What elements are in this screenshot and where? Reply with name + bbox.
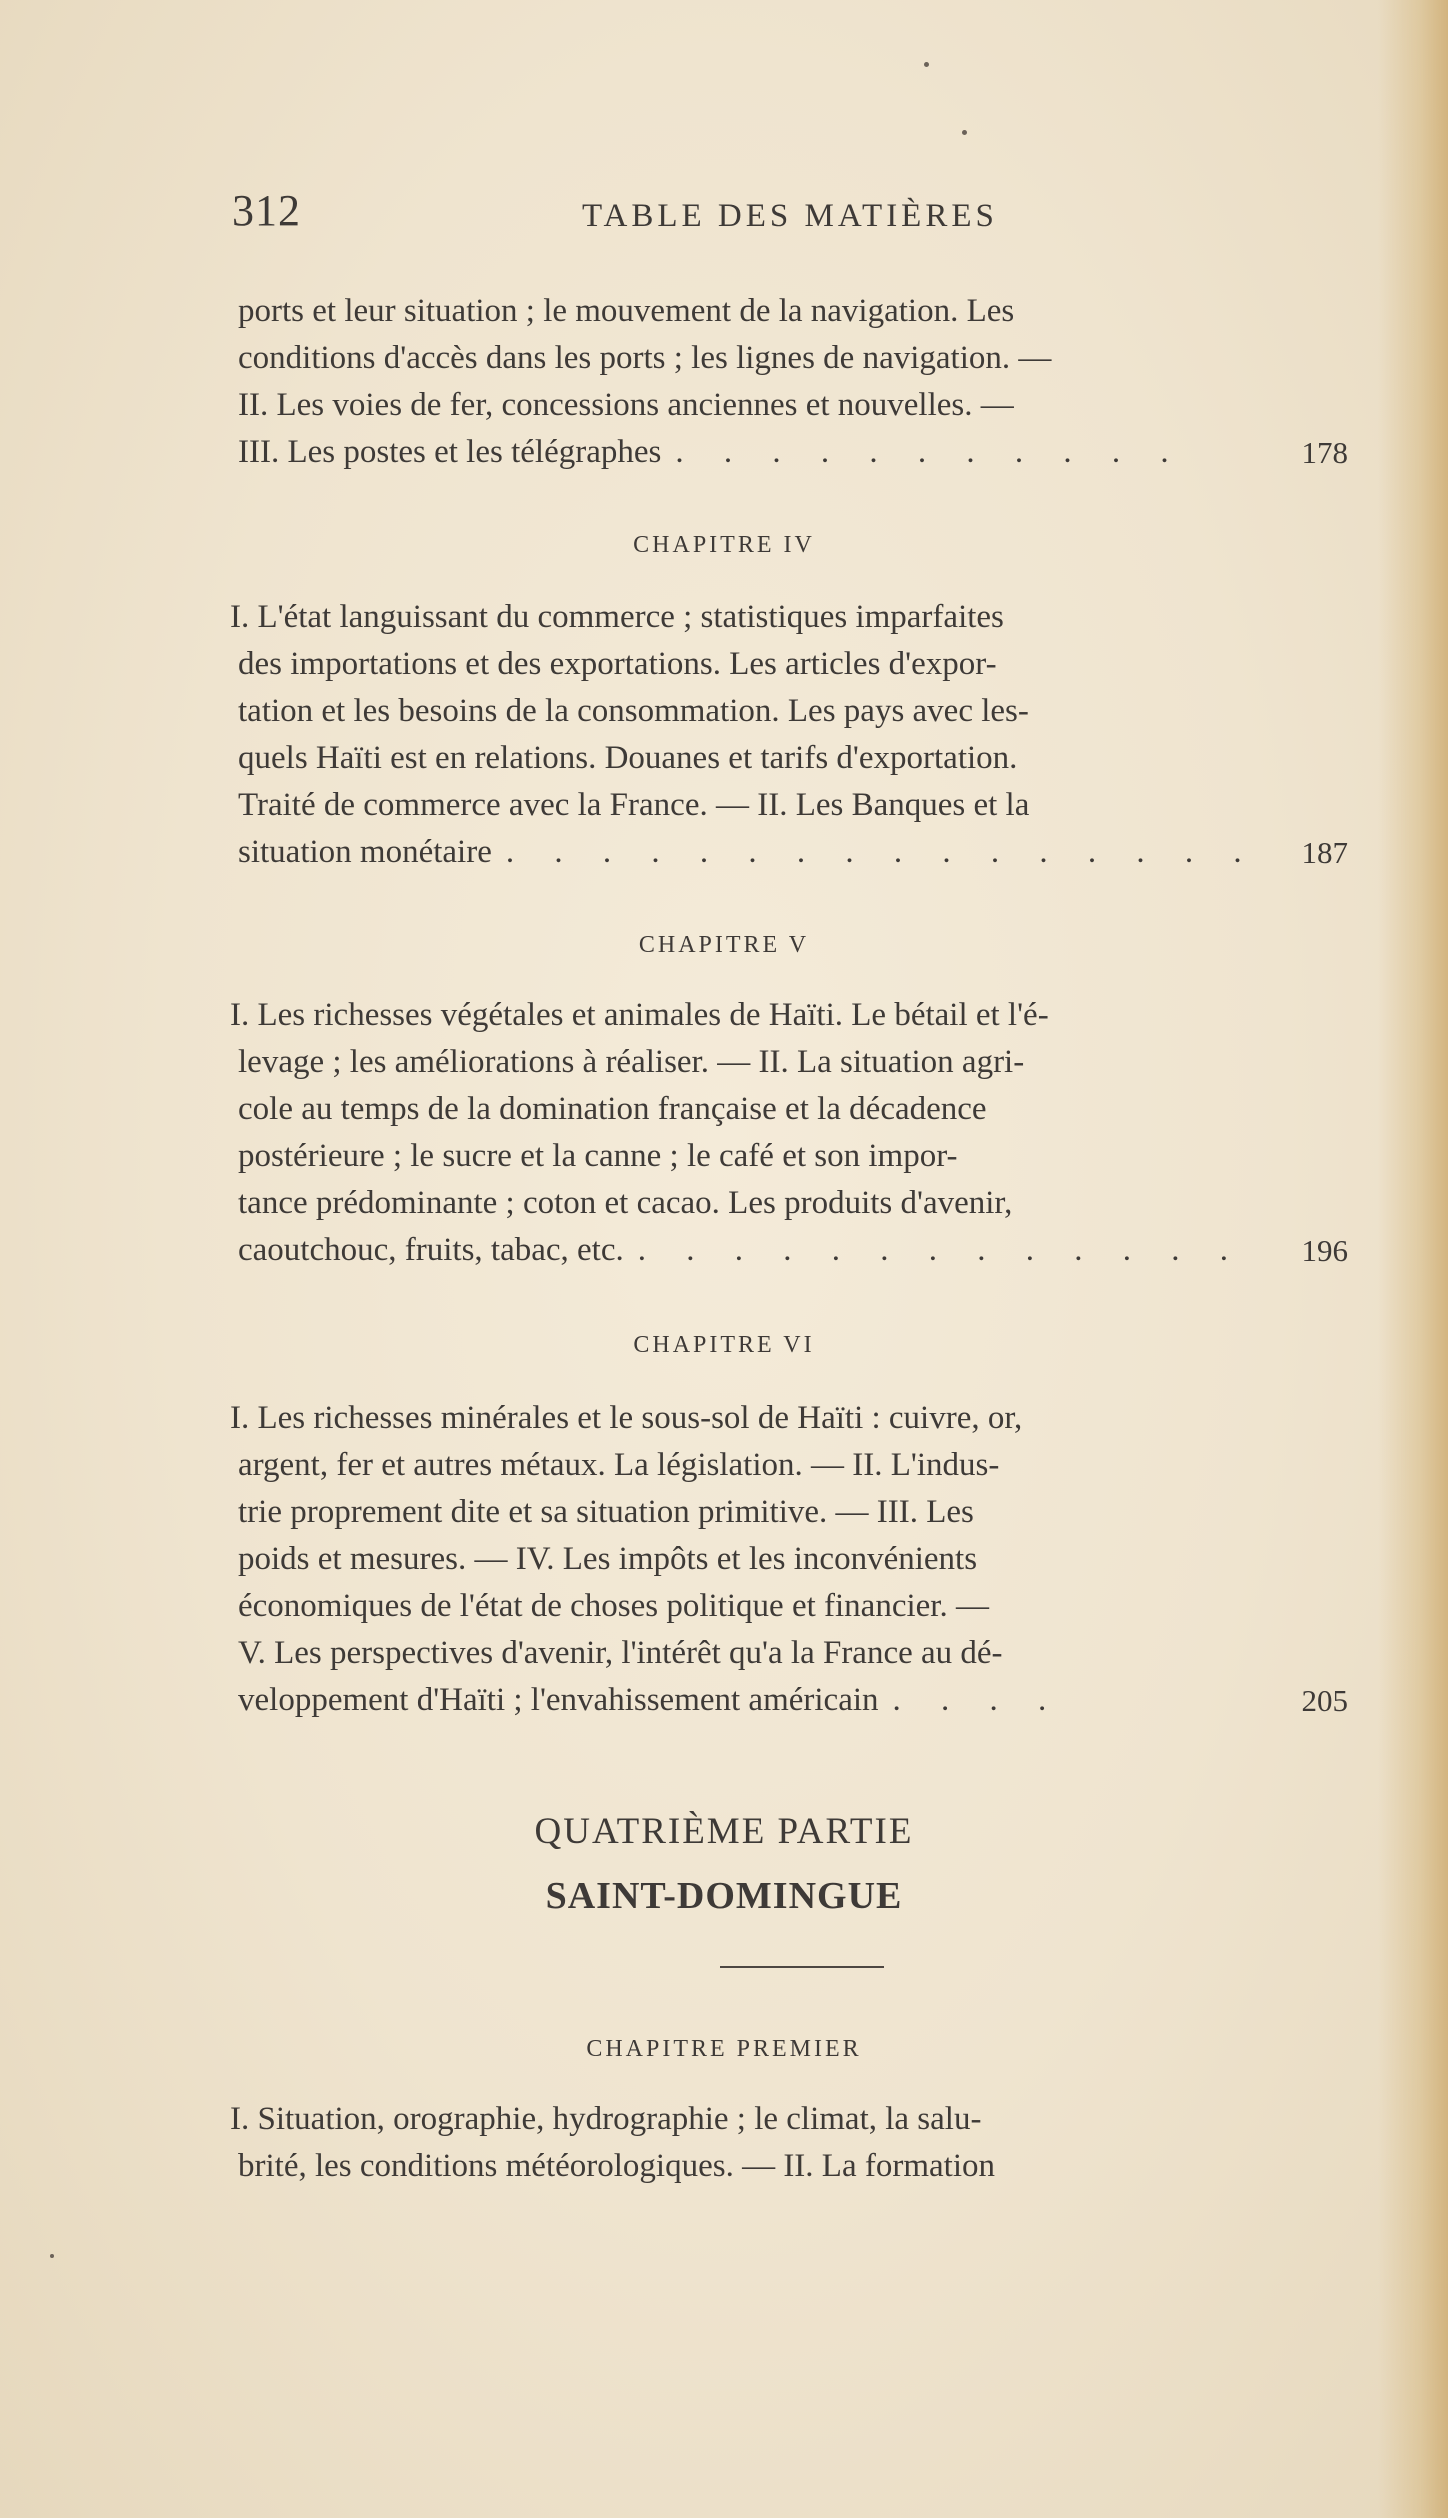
- entry-line: tance prédominante ; coton et cacao. Les produits d'avenir,: [238, 1185, 1013, 1221]
- dot-leaders: . . . . . . . . . . .: [675, 434, 1185, 470]
- page-edge-shadow: [1378, 0, 1448, 2518]
- section-rule: [720, 1966, 884, 1968]
- entry-last-line: situation monétaire . . . . . . . . . . . . . . . . 187: [238, 829, 1328, 876]
- entry-line: des importations et des exportations. Les articles d'expor-: [238, 646, 997, 682]
- entry-last-line: III. Les postes et les télégraphes . . . . . . . . . . . 178: [238, 429, 1328, 476]
- chapter-heading: CHAPITRE PREMIER: [586, 2036, 862, 2062]
- running-head: TABLE DES MATIÈRES: [582, 198, 998, 234]
- toc-entry: [238, 288, 1348, 476]
- entry-line: Traité de commerce avec la France. — II. Les Banques et la: [238, 787, 1030, 823]
- entry-line: économiques de l'état de choses politique et financier. —: [238, 1588, 989, 1624]
- entry-line: ports et leur situation ; le mouvement de la navigation. Les: [238, 293, 1015, 329]
- entry-line: brité, les conditions météorologiques. — II. La formation: [238, 2148, 995, 2184]
- paper-speck: [924, 62, 929, 67]
- entry-line: postérieure ; le sucre et la canne ; le café et son impor-: [238, 1138, 958, 1174]
- entry-line: quels Haïti est en relations. Douanes et tarifs d'exportation.: [238, 740, 1018, 776]
- entry-line: tation et les besoins de la consommation. Les pays avec les-: [238, 693, 1029, 729]
- chapter-heading: CHAPITRE V: [638, 932, 810, 958]
- part-subtitle: SAINT-DOMINGUE: [545, 1875, 903, 1917]
- toc-entry: [230, 992, 1348, 1274]
- entry-line: I. Situation, orographie, hydrographie ; le climat, la salu-: [230, 2101, 982, 2137]
- entry-line: I. L'état languissant du commerce ; statistiques imparfaites: [230, 599, 1004, 635]
- entry-line: cole au temps de la domination française et la décadence: [238, 1091, 987, 1127]
- entry-line: I. Les richesses minérales et le sous-sol de Haïti : cuivre, or,: [230, 1400, 1023, 1436]
- chapter-heading: CHAPITRE VI: [633, 1332, 815, 1358]
- dot-leaders: . . . . . . . . . . . . .: [637, 1232, 1244, 1268]
- page-reference: 178: [1301, 435, 1348, 470]
- page-reference: 196: [1301, 1233, 1348, 1268]
- entry-last-line: veloppement d'Haïti ; l'envahissement américain . . . . 205: [238, 1677, 1328, 1724]
- page-reference: 187: [1301, 835, 1348, 870]
- page-reference: 205: [1301, 1683, 1348, 1718]
- paper-speck: [962, 130, 967, 135]
- chapter-heading: CHAPITRE IV: [633, 532, 815, 558]
- entry-line: argent, fer et autres métaux. La législation. — II. L'indus-: [238, 1447, 1000, 1483]
- page-number: 312: [232, 186, 301, 235]
- entry-line: levage ; les améliorations à réaliser. — II. La situation agri-: [238, 1044, 1025, 1080]
- toc-entry: [230, 2096, 1328, 2190]
- entry-line: trie proprement dite et sa situation primitive. — III. Les: [238, 1494, 974, 1530]
- dot-leaders: . . . .: [892, 1682, 1063, 1718]
- dot-leaders: . . . . . . . . . . . . . . . .: [505, 834, 1258, 870]
- toc-entry: [230, 594, 1348, 876]
- entry-line: I. Les richesses végétales et animales de Haïti. Le bétail et l'é-: [230, 997, 1049, 1033]
- entry-line: poids et mesures. — IV. Les impôts et les inconvénients: [238, 1541, 978, 1577]
- entry-line: conditions d'accès dans les ports ; les lignes de navigation. —: [238, 340, 1052, 376]
- entry-last-line: caoutchouc, fruits, tabac, etc. . . . . . . . . . . . . . 196: [238, 1227, 1328, 1274]
- paper-speck: [50, 2254, 54, 2258]
- entry-line: V. Les perspectives d'avenir, l'intérêt qu'a la France au dé-: [238, 1635, 1003, 1671]
- toc-entry: [230, 1395, 1348, 1724]
- part-title: QUATRIÈME PARTIE: [534, 1811, 914, 1852]
- entry-line: II. Les voies de fer, concessions anciennes et nouvelles. —: [238, 387, 1014, 423]
